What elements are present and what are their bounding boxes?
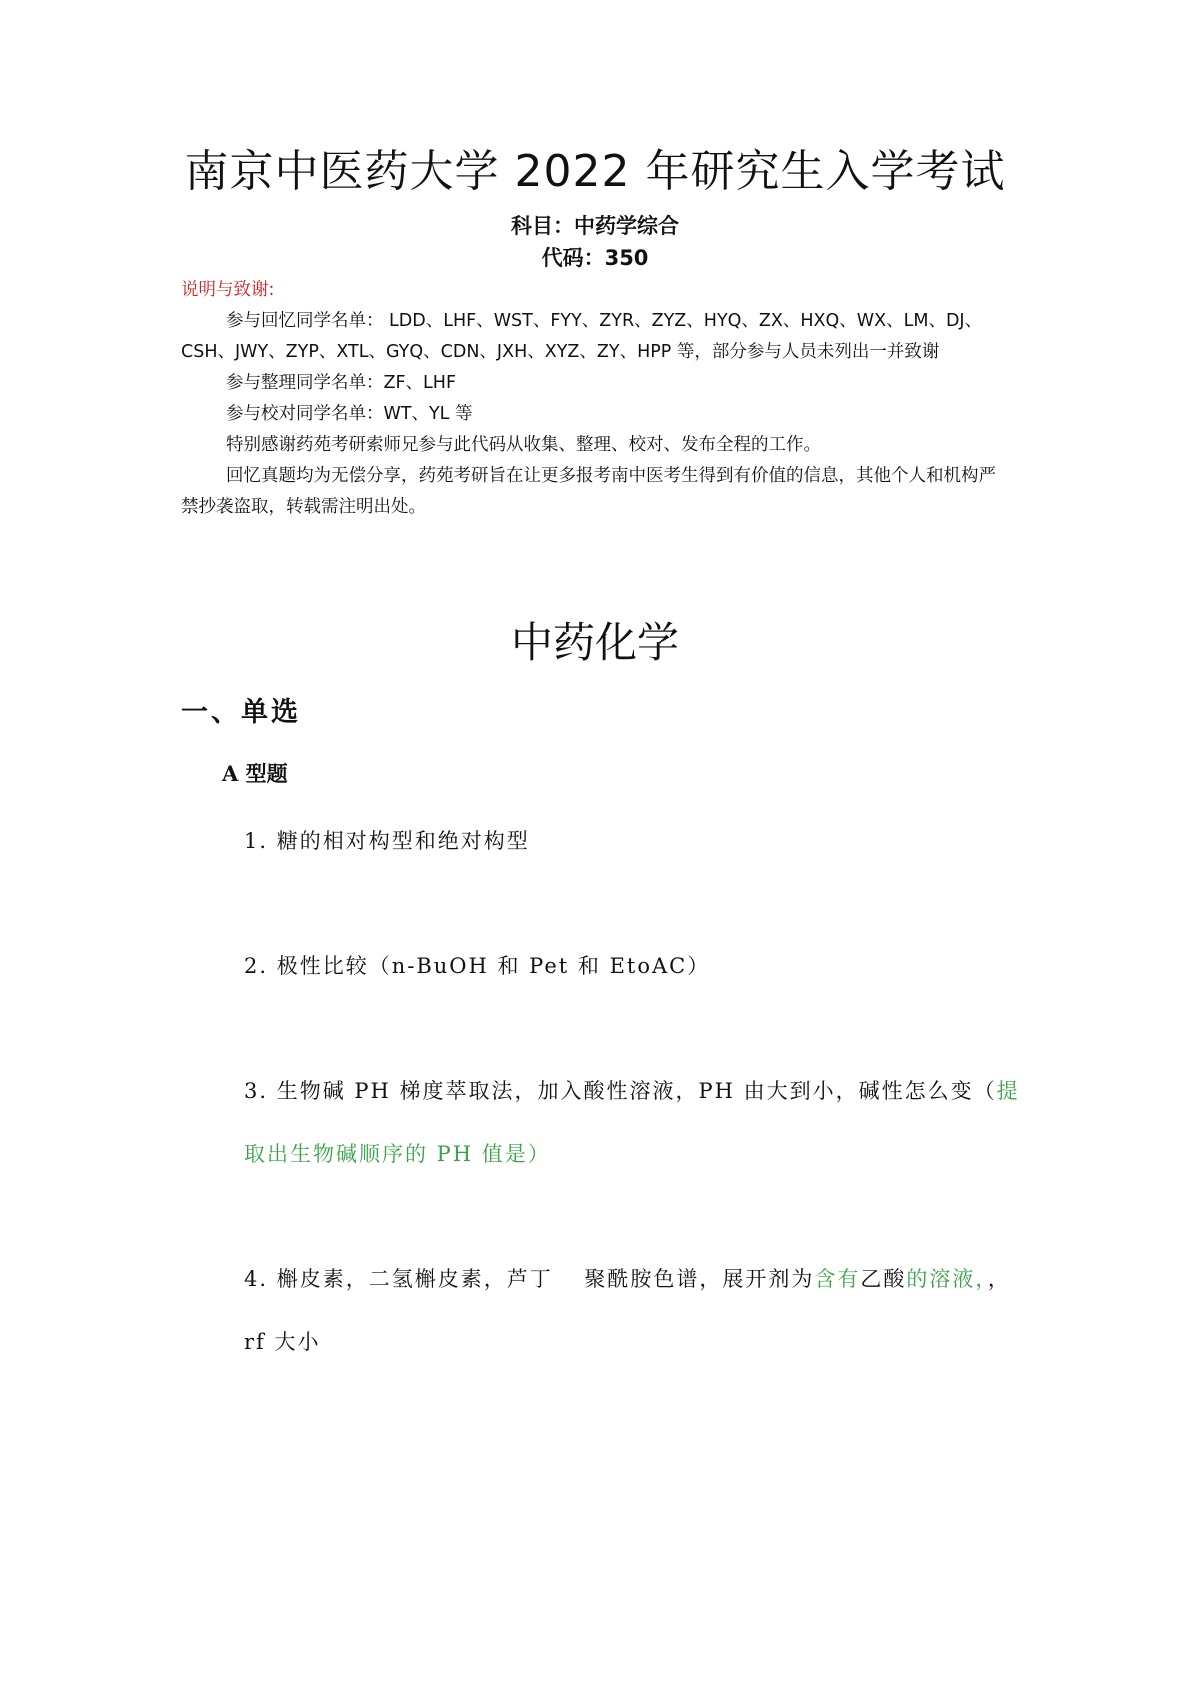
question-4-text-b: 乙酸 (860, 1267, 907, 1291)
thanks-text: 特别感谢药苑考研索师兄参与此代码从收集、整理、校对、发布全程的工作。 (226, 435, 821, 455)
recall-list: 参与回忆同学名单： LDD、LHF、WST、FYY、ZYR、ZYZ、HYQ、ZX、HXQ、WX、LM、DJ、CSH、JWY、ZYP、XTL、GYQ、CDN、JXH、XYZ、ZY、HPP 等，部分参与人员未列出一并致谢 (181, 311, 983, 362)
question-4-text-d: rf 大小 (244, 1330, 321, 1354)
question-3 (244, 1060, 1024, 1186)
question-2: 2. 极性比较（n-BuOH 和 Pet 和 EtoAC） (244, 954, 711, 978)
organize-list: 参与整理同学名单：ZF、LHF (226, 373, 457, 393)
statement-text: 回忆真题均为无偿分享，药苑考研旨在让更多报考南中医考生得到有价值的信息，其他个人和机构严禁抄袭盗取，转载需注明出处。 (181, 466, 996, 517)
question-4-highlight-1: 含有 (814, 1267, 861, 1291)
question-4 (244, 1248, 1024, 1374)
question-3-highlight: 提取出生物碱顺序的 PH 值是） (244, 1079, 1020, 1166)
question-1: 1. 糖的相对构型和绝对构型 (244, 829, 530, 853)
type-heading: A 型题 (222, 761, 288, 786)
section-title: 中药化学 (510, 618, 679, 667)
code-line: 代码：350 (541, 246, 649, 270)
exam-title: 南京中医药大学 2022 年研究生入学考试 (184, 146, 1006, 197)
notes-block (181, 275, 1011, 523)
question-4-highlight-2: 的溶液， (906, 1267, 988, 1291)
subject-line: 科目：中药学综合 (511, 214, 679, 238)
notes-label: 说明与致谢: (181, 280, 275, 300)
question-4-text-a: 4. 槲皮素，二氢槲皮素，芦丁 聚酰胺色谱，展开剂为 (244, 1267, 815, 1291)
question-3-text: 3. 生物碱 PH 梯度萃取法，加入酸性溶液，PH 由大到小，碱性怎么变（ (244, 1079, 997, 1103)
question-4-text-c: ， (987, 1267, 1011, 1291)
part-heading: 一、单选 (181, 697, 301, 728)
proofread-list: 参与校对同学名单：WT、YL 等 (226, 404, 473, 424)
